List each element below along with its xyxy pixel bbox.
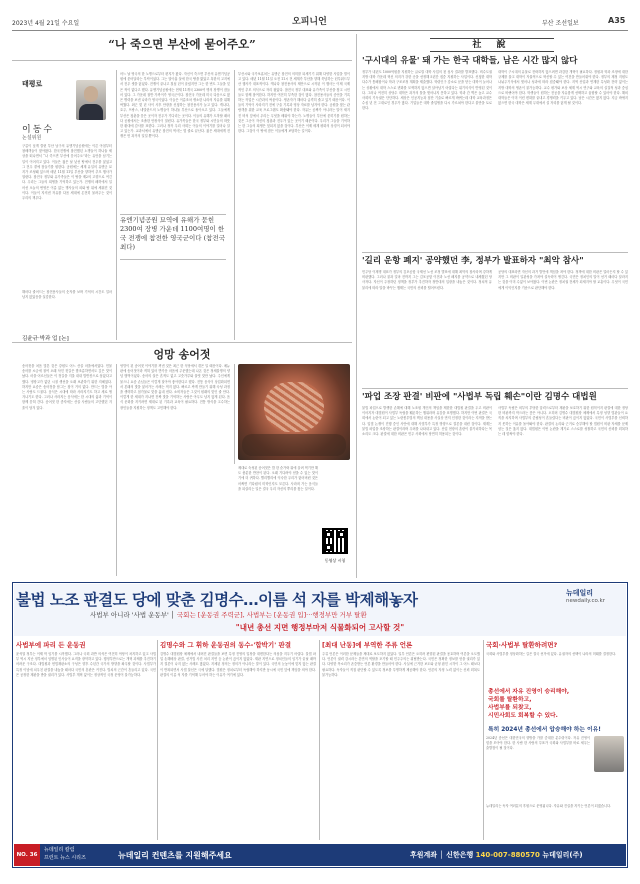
column-body-2: 어느 날 영국의 한 노병으로부터 편지가 왔다. 자신이 죽으면 부산의 유엔기념공원에 묻어달라는 부탁이었다. 그는 열아홉 살에 한국 땅을 밟았고 혹한의 고지에서 전우 셋을 잃었다. 전쟁이 끝나고 칠십 년이 흘렀지만 그는 한 번도 그들을 잊은 적이 없다고 했다. 유엔기념공원에는 현재 11개국 2300여 명의 장병이 잠들어 있다. 그 가운데 절반 가까이가 영국군이다. 참전국 가운데 미국 다음으로 많은 병력을 보낸 나라가 영국이었다. 이들은 이름조차 생소한 나라의 자유를 위해 싸웠다. 최근 몇 년 사이 사후 안장을 신청하는 참전용사가 늘고 있다. 캐나다, 호주, 프랑스, 네덜란드의 노병들이 하나둘 부산으로 돌아오고 있다. 그들에게 부산은 청춘을 묻은 곳이자 전우가 기다리는 곳이다. 이들의 유해가 도착할 때마다 공원에서는 조촐한 안장식이 열린다. 유가족들은 한국 정부와 시민들의 따뜻한 환대에 감사를 표한다. 그러나 정작 우리 사회는 이들의 이야기를 얼마나 알고 있는가. 교과서에서 유엔군 참전의 역사는 몇 줄로 끝난다. 젊은 세대에게 전쟁은 먼 과거의 일일 뿐이다. [120, 72, 230, 139]
qr-code-icon[interactable] [322, 528, 348, 554]
ad-col4-line-1: 총선에서 자유 진영이 승리해야, [488, 689, 570, 695]
editorial-3-body-b: 사법부 독립은 외부의 부당한 압력으로부터 재판을 보호하기 위한 원칙이지 판결에 대한 정당한 비판까지 막으라는 뜻은 아니다. 오히려 김명수 대법원장 체제에서 특정 성향 법관들이 요직을 차지하며 사법부의 중립성이 흔들렸다는 비판이 끊이지 않았다. 국민이 사법부를 신뢰하지 못하는 이유를 돌아봐야 한다. 판결의 논리와 근거로 승부해야 할 법원이 비판 자체를 문제 삼는 것은 옳지 않다. 대법원은 이번 논란을 계기로 스스로를 성찰하고 국민의 신뢰를 회복하는 데 힘써야 한다. [498, 406, 628, 437]
feature-divider-1 [116, 364, 117, 576]
ad-col4-intro: 국회와 사법부를 정상화하는 길은 결국 선거에 있다. 유권자의 선택이 나라의 미래를 결정한다. [486, 652, 617, 656]
ad-col4-body: 2024년 총선은 대한민국의 향방을 가를 중대한 분수령이다. 자유 진영이 힘을 모아야 한다. 한 사람 한 사람의 투표가 국회와 사법부를 바로 세우는 출발점이 될 것이다. [486, 736, 590, 751]
ad-col2-body: 김명수 대법원장 체제에서 내려진 판결들을 보면 특정 진영의 입장을 대변한다는 의심을 지우기 어렵다. 불법 파업 손해배상 판결, 선거법 사건 처리 지연 등 논란이 끊이지 않았다. 재판 지연으로 정치인들의 임기가 끝날 때까지 결론이 나지 않는 사례도 많았다. 지체된 정의는 정의가 아니라는 말이 있다. 국민의 눈높이에 맞지 않는 판결이 반복되면서 사법 불신은 극에 달했다. 법원은 정치로부터 독립해야 하지만 동시에 국민 앞에 책임을 져야 한다. 판결의 이름 석 자를 기억해 두어야 하는 이유가 여기에 있다. [160, 652, 316, 677]
author-photo [76, 80, 106, 120]
ad-sub2: 국회는 [운동권 주력군], 사법부는 [운동권 입]···행정부만 거부 탈환 [176, 611, 367, 619]
column-body-1b: 해마다 줄어드는 참전용사들의 숫자를 보며 기억의 시간도 얼마 남지 않았음을 실감한다. [22, 290, 112, 300]
header-paper: 부산 조선일보 [542, 20, 579, 27]
qr-finder-3 [325, 544, 332, 551]
ad-col4-head: 국회·사법부 탈환하려면? [486, 641, 558, 649]
editorial-2-body-a: 민주당 이재명 대표가 정부의 김포공항 국제선 노선 조정 발표에 대해 최악의 참사라며 강하게 비판했다. 그러나 불과 얼마 전까지 그는 김포공항 이전과 노선 폐지를 공약으로 내세웠던 당사자다. 자신이 주장하던 정책을 정부가 추진하자 정반대의 입장을 내놓은 것이다. 정치적 유불리에 따라 말을 바꾸는 행태는 국민의 신뢰를 떨어뜨린다. [362, 270, 492, 290]
feature-photo [238, 364, 350, 460]
editorial-rule-1 [362, 252, 628, 253]
ad-col-divider-1 [157, 640, 158, 840]
editorial-rule-2 [362, 388, 628, 389]
ad-bottom-series-1: 뉴데일리 칼럼 [44, 847, 75, 853]
column-title: “나 죽으면 부산에 묻어주오” [108, 37, 256, 51]
author-role: 논설위원 [22, 135, 42, 141]
pull-quote-rule-bottom [120, 259, 226, 260]
ad-account-number: 140-007-880570 [475, 851, 540, 859]
ad-col-divider-2 [319, 640, 320, 840]
ad-col2-head: 김명수와 그 휘하 운동권의 동수-'합박기' 판결 [160, 641, 292, 649]
feature-divider-2 [234, 364, 235, 464]
ad-author-photo [594, 736, 624, 772]
feature-title: 엉망 송어젓 [153, 348, 211, 361]
editorial-divider [356, 34, 357, 578]
ad-col3-head: [최대 난동]에 부역한 주류 언론 [322, 641, 413, 649]
author-face [84, 86, 98, 102]
ad-subline: 사법부 아니라 '사법 운동부' │ 국회는 [운동권 주력군], 사법부는 [운동권 입]···행정부만 거부 탈환 [90, 611, 367, 619]
author-suit [79, 104, 103, 120]
ad-brand-name: 뉴데일리 [566, 589, 594, 597]
editorial-title-2: '길리 운항 폐지' 공약했던 李, 정부가 발표하자 "최악 참사" [362, 256, 584, 266]
ad-col4-line-4: 시민사회도 회복할 수 있다. [488, 713, 558, 719]
column-body-3: 부산시와 국가보훈처는 유엔군 참전의 의미를 되새기기 위해 다양한 사업을 벌이고 있다. 매년 11월 11일 오전 11시 전 세계가 부산을 향해 묵념하는 턴투워드부산 행사가 대표적이다. 캐나다 참전용사의 제안으로 시작된 이 행사는 이제 국제적인 추모 의식으로 자리 잡았다. 참전국 정부 대표와 유가족이 부산을 찾고 시민들도 함께 참여한다. 하지만 여전히 부족한 것이 많다. 참전용사들의 증언을 기록하는 작업은 시간과의 싸움이다. 생존자가 해마다 급격히 줄고 있기 때문이다. 이들의 기억이 사라지기 전에 구술 기록과 영상 자료를 남겨야 한다. 공원을 찾는 관람객을 위한 교육 프로그램도 확충돼야 한다. 자유는 공짜가 아니라는 말이 새겨진 비석 앞에서 우리는 무엇을 배워야 하는가. 노병들이 부산에 묻히기를 원하는 것은 그곳이 자신의 청춘과 전우가 있는 곳이기 때문이다. 우리가 그들을 기억하는 한 그들의 희생은 헛되지 않을 것이다. 부산은 이제 세계 평화의 상징이 되어야 한다. 그것이 이 땅에 잠든 이들에게 보답하는 길이다. [238, 72, 350, 134]
feature-body-2: 엉망이 된 송어젓 이야기를 꺼낸 것은 최근 한 식당에서 겪은 일 때문이다. 메뉴판에 송어젓이라 적혀 있어 반가운 마음에 주문했는데 나온 것은 정체불명의 양념 범벅이었다. 송어의 살은 흔적도 없고 고춧가루와 물엿 맛만 났다. 주인에게 물으니 요즘 손님들은 이렇게 달아야 좋아한다고 했다. 전통 음식이 상업화되면서 본래의 맛을 잃어가는 사례는 적지 않다. 빠르고 싸게 만들기 위해 숙성 과정을 생략하고 첨가물로 맛을 흉내 낸다. 소비자들은 그것이 원래의 맛인 줄 안다. 이렇게 한 세대가 지나면 진짜 맛을 기억하는 사람은 아무도 남지 않게 된다. 음식 문화를 지키려면 제대로 된 기록과 교육이 필요하다. 전통 방식을 고수하는 장인들을 지원하는 정책도 고민해야 한다. [120, 364, 230, 410]
feature-body-3: 제대로 숙성된 송어젓은 밥 한 숟가락 위에 올려 먹기만 해도 충분한 반찬이 된다. 오래 기다려야 얻을 수 있는 맛이기에 더 귀하다. 빨리빨리에 익숙한 우리가 잃어버린 것은 어쩌면 기다림의 미학인지도 모른다. 사라져 가는 음식들을 되살리는 일은 결국 우리 자신의 뿌리를 찾는 일이다. [238, 466, 318, 491]
ad-bank-label: 후원계좌 [410, 851, 438, 859]
ad-sub1: 사법부 아니라 '사법 운동부' [90, 611, 169, 619]
feature-body-1: 송어젓을 처음 맛본 것은 강원도 어느 산골 마을에서였다. 민물 송어를 소금에 절여 오래 삭힌 젓갈은 짭조름하면서도 깊은 맛이 났다. 마을 어르신들은 이 젓갈을 겨울 내내 밥반찬으로 삼았다고 했다. 냉장고가 없던 시절 생선을 오래 보관하기 위한 지혜였다. 하지만 요즘은 송어젓을 담그는 집이 거의 없다. 만드는 법을 아는 사람도 드물다. 음식은 시대에 따라 사라지기도 하고 새로 생겨나기도 한다. 그러나 사라지는 음식에는 한 시대의 삶과 기억이 함께 묻혀 간다. 송어젓 한 종지에는 산골 사람들의 고단했던 겨울이 담겨 있다. [22, 364, 112, 410]
ad-brand[interactable] [566, 588, 622, 610]
ad-headline: 불법 노조 판결도 당에 맞춘 김명수…이름 석 자를 박제해놓자 [16, 591, 418, 609]
ad-account-holder: 뉴데일리(주) [542, 851, 583, 859]
qr-finder-1 [325, 531, 332, 538]
header-date: 2023년 4월 21일 수요일 [12, 20, 80, 27]
ad-bottom-no: NO. 36 [14, 844, 40, 866]
editorial-title-1: '구시대의 유물' 돼 가는 한국 대학들, 남은 시간 많지 않다 [362, 56, 578, 66]
column-byline-label: 태평로 [22, 80, 43, 88]
header-rule [12, 30, 628, 31]
column-footer-author: 김윤규·박과 업 [논] [22, 336, 69, 342]
ad-bottom-account[interactable]: 후원계좌 │ 신한은행 140-007-880570 뉴데일리(주) [410, 851, 583, 859]
header-section: 오피니언 [292, 17, 327, 27]
editorial-title-3: '파업 조장 판결' 비판에 "사법부 독립 훼손"이란 김명수 대법원 [362, 392, 597, 402]
pull-quote-rule-top [120, 214, 226, 215]
photo-fish-pile [264, 382, 324, 432]
editorial-2-body-b: 공당의 대표라면 자신의 과거 발언에 책임을 져야 한다. 정책에 대한 비판은 얼마든지 할 수 있지만 그 비판이 일관성을 가져야 설득력이 생긴다. 국민은 정치인의 말이 선거 때마다 달라지는 것을 이미 수없이 보아왔다. 이번 논란은 정치권 전체가 되새겨야 할 교훈이다. 무엇이 국민에게 이익인지를 기준으로 판단해야 한다. [498, 270, 628, 290]
ad-col4-note: 특히 2024년 총선에서 압승해야 하는 이유! [488, 727, 601, 733]
ad-brand-url: newdaily.co.kr [566, 598, 605, 604]
ad-col-divider-3 [483, 640, 484, 840]
column-divider-1 [116, 70, 117, 340]
header-page-number: A35 [608, 16, 626, 25]
ad-bottom-series-2: 프런트 뉴스 시리즈 [44, 855, 86, 861]
editorial-1-body-b: 대학이 구시대의 유물로 전락하지 않으려면 과감한 개혁이 필요하다. 정원과 학과 조정에 대한 규제를 풀고 대학이 자율적으로 혁신할 수 있는 여건을 만들어줘야 한다. 정부의 재정 지원도 나눠주기식에서 벗어나 성과에 따라 집중돼야 한다. 지역 산업과 연계한 특성화 전략 없이는 지방 대학의 생존이 불가능하다. 교수 평가와 보상 체계 역시 연구와 교육의 실질적 성과 중심으로 바뀌어야 한다. 학생들이 원하는 전공을 자유롭게 선택하고 융합할 수 있어야 한다. 해외 대학들은 이미 이런 변화를 끝내고 경쟁력을 키우고 있다. 남은 시간은 많지 않다. 지금 바뀌지 않으면 한국 대학은 세계 무대에서 설 자리를 잃게 될 것이다. [498, 70, 628, 106]
ad-col1-body: 윤석열 정부는 이제 막 임기를 시작했다. 그러나 국회 과반 의석은 여전히 야당이 차지하고 있고 사법부 역시 지난 정부에서 임명된 인사들이 요직을 장악하고 있다. 행정부만으로는 개혁 과제를 추진하기 어려운 구조다. 대법원과 헌법재판소의 구성은 향후 수년간 국가의 방향을 좌우할 것이다. 사법부가 특정 이념에 치우친 판결을 내놓을 때마다 국민의 혼란은 커진다. 법치의 근간이 흔들리고 있다. 국민은 공정한 재판을 받을 권리가 있다. 사법부 개혁 없이는 정상적인 국정 운영이 불가능하다. [16, 652, 156, 677]
page-header [12, 14, 628, 28]
ad-col3-body: 주류 언론은 이러한 문제들을 제대로 보도하지 않았다. 일부 언론은 오히려 편향된 판결을 옹호하며 여론을 오도했다. 언론이 권력 감시라는 본연의 역할을 포기할 때 민주주의는 위협받는다. 국민은 정확한 정보를 얻을 권리가 있다. 다양한 목소리가 존중받는 언론 환경을 만들어야 한다. 사실에 근거한 보도와 균형 잡힌 시각이 그 어느 때보다 필요하다. 독자들이 직접 판단할 수 있도록 정보를 투명하게 제공해야 한다. 언론의 자정 노력 없이는 신뢰 회복도 불가능하다. [322, 652, 480, 677]
author-name: 이동수 [22, 125, 55, 135]
ad-bottom-series [44, 846, 114, 862]
pull-quote-text: 유엔기념공원 묘역에 유해가 묻힌 2300여 장병 가운데 1100여명이 한국 전쟁에 참전한 영국군이다 (참전국 최다) [120, 216, 225, 251]
ad-bank-name: 신한은행 [446, 851, 474, 859]
ad-sub3: "내년 총선 지면 행정부마저 식물화되어 고사할 것" [235, 623, 405, 632]
qr-finder-2 [338, 531, 345, 538]
editorial-3-body-a: 불법 파업으로 발생한 손해에 대해 노조원 개인의 책임을 제한한 대법원 판결을 두고 비판이 이어지자 대법원이 사법부 독립을 훼손하는 행위라며 유감을 표명했다. 하지만 이번 판결은 국회에서 논란이 되고 있는 노란봉투법의 핵심 내용을 사실상 먼저 인정한 것이라는 지적을 받는다. 입법 논쟁이 진행 중인 사안에 대해 사법부가 특정 방향으로 결론을 내린 것이다. 재계는 불법 파업을 조장하는 판결이라며 우려를 나타내고 있다. 산업 현장의 혼란이 불가피하다는 목소리도 크다. 판결에 대한 비판은 민주 사회에서 당연히 허용되는 것이다. [362, 406, 492, 437]
ad-bottom-cta[interactable]: 뉴데일리 컨텐츠를 지원해주세요 [118, 851, 232, 860]
ad-col4-list [488, 688, 624, 720]
ad-col4-line-2: 국회를 탈환하고, [488, 697, 532, 703]
column-body-1: 구름이 낮게 깔린 부산 남구의 유엔기념공원에는 이른 아침부터 참배객들이 찾아왔다. 한국전쟁에 참전했던 노병들이 하나둘 세상을 떠나면서 “나 죽으면 부산에 묻어주오”라는 유언을 남기는 일이 이어지고 있다. 이들은 젊은 날 낯선 땅에서 전우를 잃었고 그 전우 곁에 잠들기를 원한다. 공원에는 세계 유일의 유엔군 묘지가 조성돼 있으며 매년 11월 11일 부산을 향하여 추모 행사가 열린다. 참전국 정부와 유가족들은 이 땅을 제2의 고향으로 여긴다. 우리는 그들의 희생을 기억하고 있는가. 전쟁의 폐허에서 일어선 오늘의 번영은 이름 없는 병사들의 피와 땀 위에 세워진 것이다. 이들이 지켜낸 자유를 다음 세대에 온전히 물려주는 것이 우리의 책무다. [22, 144, 112, 201]
ad-col4-footer: 뉴데일리는 독자 여러분의 후원으로 운영됩니다. 자유와 진실을 지키는 언론이 되겠습니다. [486, 804, 612, 808]
editorial-label: 社 說 [430, 38, 554, 52]
ad-col4-line-3: 사법부를 되찾고, [488, 705, 532, 711]
editorial-1-body-a: 정부가 내년도 1000억원을 지원하는 글로컬 대학 사업의 첫 심사 결과를 발표했다. 비수도권 지방 대학 가운데 혁신 의지가 강한 곳을 선정해 5년간 집중 지원하는 사업이다. 신청한 대학 다수가 통폐합이나 학과 구조조정 계획을 제출했다. 학령인구 감소로 문을 닫는 대학이 늘어나는 상황에서 대학 스스로 변화를 모색하지 않으면 살아남기 어렵다는 위기의식이 반영된 것이다. 그러나 여전히 상당수 대학은 과거의 틀을 벗어나지 못하고 있다. 학과 간 벽은 높고 교수 사회의 기득권은 단단하다. 세상은 인공지능과 첨단 기술로 빠르게 바뀌는데 대학 교육과정은 수십 년 전 그대로인 경우가 많다. 기업들은 대학 졸업생을 다시 가르쳐야 한다고 불만을 토로한다. [362, 70, 492, 111]
ad-col1-head: 사법부에 파리 든 운동권 [16, 641, 86, 649]
pull-quote [116, 214, 230, 260]
column-title-rule [12, 60, 352, 61]
column-divider-2 [234, 70, 235, 340]
photo-bowl [242, 434, 346, 456]
feature-rule [12, 342, 352, 343]
qr-label: 동영상 시청 [324, 558, 346, 563]
